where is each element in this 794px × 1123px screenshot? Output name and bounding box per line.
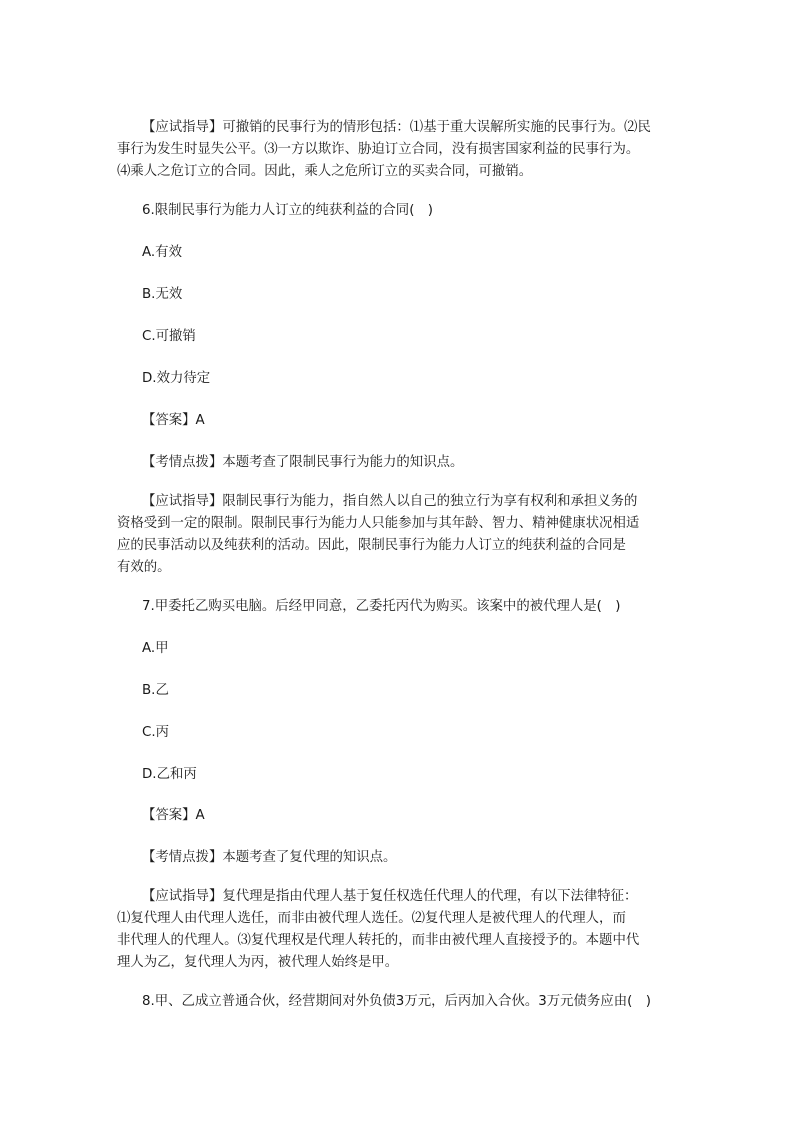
text-line: 资格受到一定的限制。限制民事行为能力人只能参加与其年龄、智力、精神健康状况相适 (117, 516, 640, 531)
text-line: 事行为发生时显失公平。⑶一方以欺诈、胁迫订立合同，没有损害国家利益的民事行为。 (117, 142, 640, 157)
text-line: ⑴复代理人由代理人选任，而非由被代理人选任。⑵复代理人是被代理人的代理人，而 (117, 911, 626, 926)
q6-guide-paragraph (117, 491, 697, 579)
q7-option-c: C.丙 (142, 725, 169, 740)
q6-option-c: C.可撤销 (142, 329, 196, 344)
text-line: 有效的。 (117, 560, 171, 575)
q6-option-b: B.无效 (142, 287, 183, 302)
q6-answer: 【答案】A (142, 413, 205, 428)
text-line: 理人为乙，复代理人为丙，被代理人始终是甲。 (117, 955, 399, 970)
q6-option-d: D.效力待定 (142, 371, 211, 386)
q6-option-a: A.有效 (142, 245, 182, 260)
q7-option-d: D.乙和丙 (142, 767, 197, 782)
text-line: 应的民事活动以及纯获利的活动。因此，限制民事行为能力人订立的纯获利益的合同是 (117, 538, 626, 553)
q7-option-b: B.乙 (142, 683, 169, 698)
guide-paragraph-q5 (117, 117, 697, 183)
q7-answer: 【答案】A (142, 808, 205, 823)
q7-guide-paragraph (117, 886, 697, 974)
text-line: 非代理人的代理人。⑶复代理权是代理人转托的，而非由被代理人直接授予的。本题中代 (117, 933, 640, 948)
text-line: ⑷乘人之危订立的合同。因此，乘人之危所订立的买卖合同，可撤销。 (117, 164, 533, 179)
question-7: 7.甲委托乙购买电脑。后经甲同意，乙委托丙代为购买。该案中的被代理人是( ) (142, 599, 621, 614)
text-line: 【应试指导】复代理是指由代理人基于复任权选任代理人的代理，有以下法律特征： (142, 889, 638, 904)
q7-option-a: A.甲 (142, 641, 169, 656)
text-line: 【应试指导】限制民事行为能力，指自然人以自己的独立行为享有权利和承担义务的 (142, 494, 638, 509)
text-line: 【应试指导】可撤销的民事行为的情形包括：⑴基于重大误解所实施的民事行为。⑵民 (142, 120, 651, 135)
q7-point: 【考情点拨】本题考查了复代理的知识点。 (142, 850, 397, 865)
question-6: 6.限制民事行为能力人订立的纯获利益的合同( ) (142, 203, 434, 218)
question-8: 8.甲、乙成立普通合伙，经营期间对外负债3万元，后丙加入合伙。3万元债务应由( ) (142, 994, 651, 1009)
q6-point: 【考情点拨】本题考查了限制民事行为能力的知识点。 (142, 455, 464, 470)
